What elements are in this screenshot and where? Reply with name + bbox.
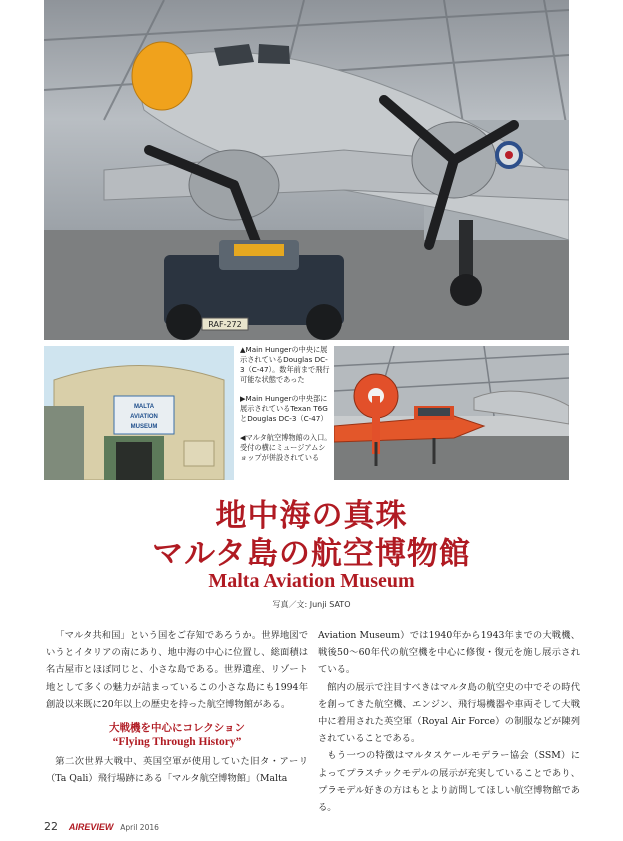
body-paragraph: 「マルタ共和国」という国をご存知であろうか。世界地図でいうとイタリアの南にあり、地中海の中心に位置し、総面積は名古屋市とほぼ同じと、小さな島である。世界遺産、リゾート地として多くの魅力が詰まっているこの小さな島にも1994年創設以来既に20年以上の歴史を持った航空博物館がある。	[46, 630, 308, 710]
photo-texan-t6g	[334, 346, 569, 480]
article-title-line1: 地中海の真珠	[215, 498, 408, 534]
page-footer	[44, 820, 159, 833]
museum-sign-line2: AVIATION	[130, 414, 158, 420]
hero-photo-dc3	[44, 0, 569, 340]
museum-sign-line1: MALTA	[133, 404, 155, 410]
vehicle-registration-plate: RAF-272	[208, 320, 242, 329]
section-heading-jp: 大戦機を中心にコレクション	[108, 722, 246, 735]
museum-entrance-illustration	[44, 346, 234, 480]
article-title-line2: マルタ島の航空博物館	[152, 536, 471, 572]
texan-hangar-illustration	[334, 346, 569, 480]
section-heading-en: “Flying Through History”	[112, 736, 242, 749]
body-column-left	[46, 627, 308, 787]
dc3-hangar-illustration	[44, 0, 569, 340]
magazine-logo: AIREVIEW	[68, 822, 114, 832]
body-paragraph: もう一つの特徴はマルタスケールモデラー協会（SSM）によってプラスチックモデルの展示が充実していることであり、プラモデル好きの方はもとより訪問してほしい航空博物館である。	[318, 750, 580, 814]
article-subtitle: Malta Aviation Museum	[208, 570, 415, 592]
body-paragraph: 第二次世界大戦中、英国空軍が使用していた旧タ・アーリ（Ta Qali）飛行場跡にある「マルタ航空博物館」（Malta	[46, 756, 308, 785]
body-paragraph: Aviation Museum）では1940年から1943年までの大戦機、戦後50～60年代の航空機を中心に修復・復元を施し展示されている。	[318, 630, 580, 676]
museum-sign-line3: MUSEUM	[130, 424, 158, 430]
photo-credit: 写真／文: Junji SATO	[272, 600, 351, 609]
issue-date: April 2016	[120, 823, 159, 832]
body-column-right	[318, 627, 580, 816]
caption-texan-dc3: ▶Main Hungerの中央部に展示されているTexan T6GとDouglas DC-3（C-47）	[240, 394, 328, 423]
photo-captions	[240, 345, 332, 472]
page-number: 22	[44, 820, 58, 833]
caption-entrance: ◀マルタ航空博物館の入口。受付の横にミュージアムショップが併設されている	[240, 433, 332, 462]
caption-dc3: ▲Main Hungerの中央に展示されているDouglas DC-3（C-47）。数年前まで飛行可能な状態であった	[240, 345, 330, 384]
photo-museum-entrance	[44, 346, 234, 480]
section-heading	[46, 721, 308, 749]
body-paragraph: 館内の展示で注目すべきはマルタ島の航空史の中でその時代を創ってきた航空機、エンジン、飛行場機器や車両そして大戦中に着用された英空軍（Royal Air Force）の制服などが陳列されていることである。	[318, 681, 580, 745]
